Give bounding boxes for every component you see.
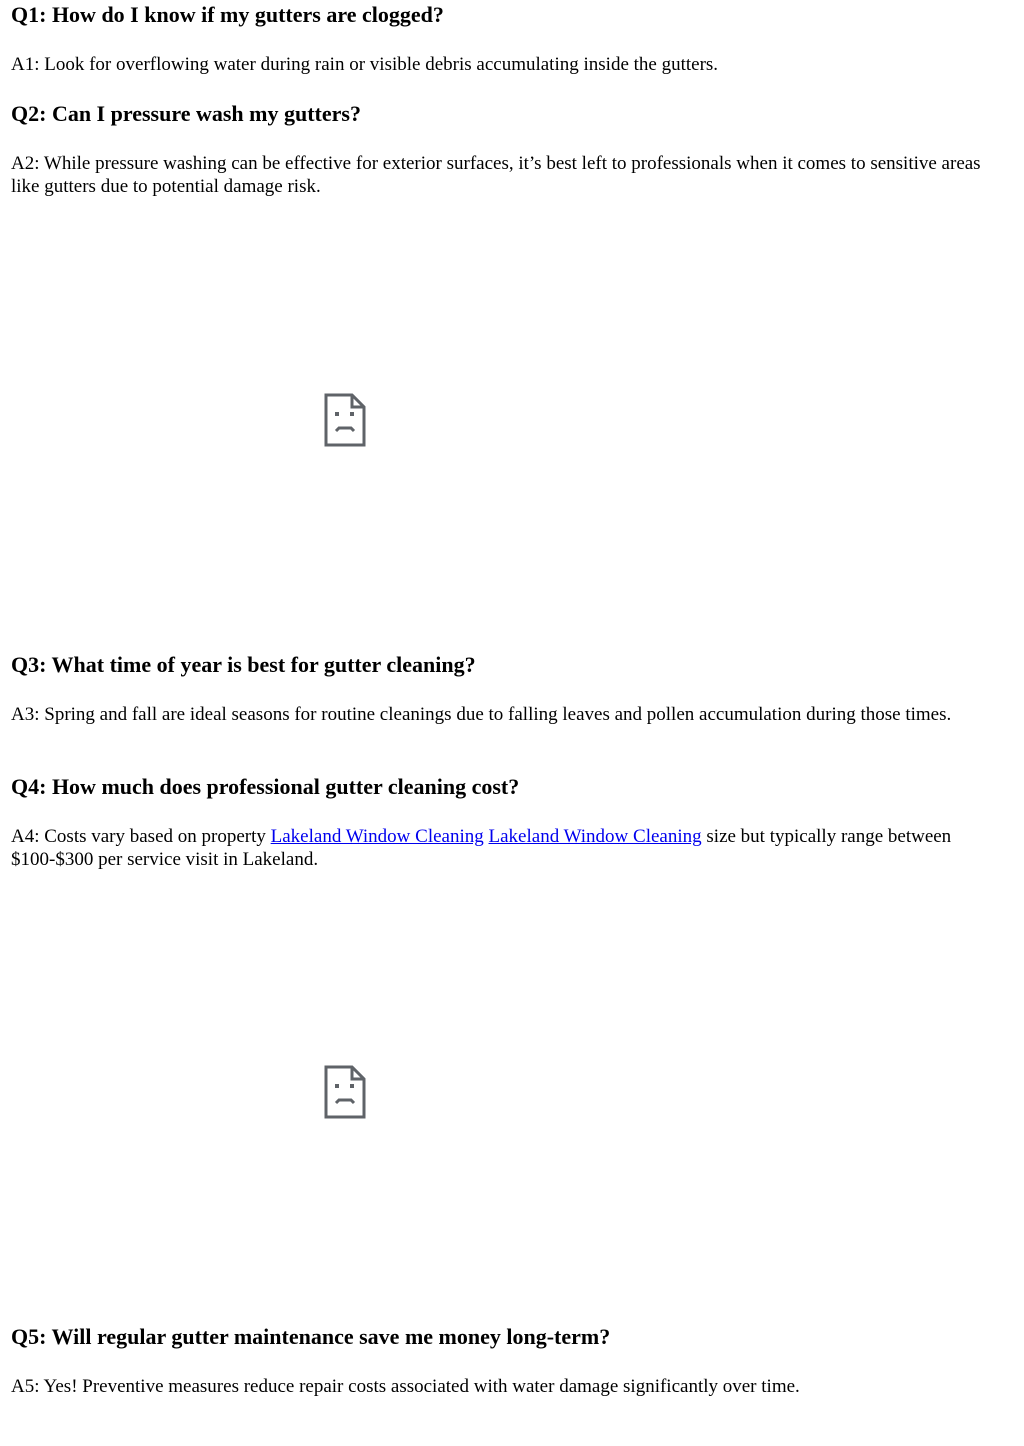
broken-image-icon	[324, 1065, 366, 1119]
lakeland-window-cleaning-link-1[interactable]: Lakeland Window Cleaning	[270, 826, 484, 847]
faq-answer-4	[11, 825, 1001, 871]
faq-question-1: Q1: How do I know if my gutters are clogged?	[11, 2, 444, 27]
faq-answer-4-suffix: size but typically range between $100-$300 per service visit in Lakeland.	[11, 826, 952, 870]
broken-image-placeholder-1	[324, 393, 366, 447]
faq-question-5: Q5: Will regular gutter maintenance save me money long-term?	[11, 1324, 611, 1349]
faq-answer-5: A5: Yes! Preventive measures reduce repair costs associated with water damage significantly over time.	[11, 1376, 800, 1397]
faq-answer-2: A2: While pressure washing can be effective for exterior surfaces, it’s best left to professionals when it comes to sensitive areas like gutters due to potential damage risk.	[11, 153, 981, 197]
faq-answer-4-prefix: A4: Costs vary based on property	[11, 826, 271, 847]
lakeland-window-cleaning-link-2[interactable]: Lakeland Window Cleaning	[488, 826, 702, 847]
broken-image-placeholder-2	[324, 1065, 366, 1119]
faq-answer-3: A3: Spring and fall are ideal seasons for routine cleanings due to falling leaves and pollen accumulation during those times.	[11, 704, 952, 725]
faq-question-3: Q3: What time of year is best for gutter cleaning?	[11, 652, 476, 677]
broken-image-icon	[324, 393, 366, 447]
faq-question-2: Q2: Can I pressure wash my gutters?	[11, 101, 361, 126]
faq-answer-1: A1: Look for overflowing water during rain or visible debris accumulating inside the gutters.	[11, 54, 719, 75]
faq-question-4: Q4: How much does professional gutter cleaning cost?	[11, 774, 520, 799]
